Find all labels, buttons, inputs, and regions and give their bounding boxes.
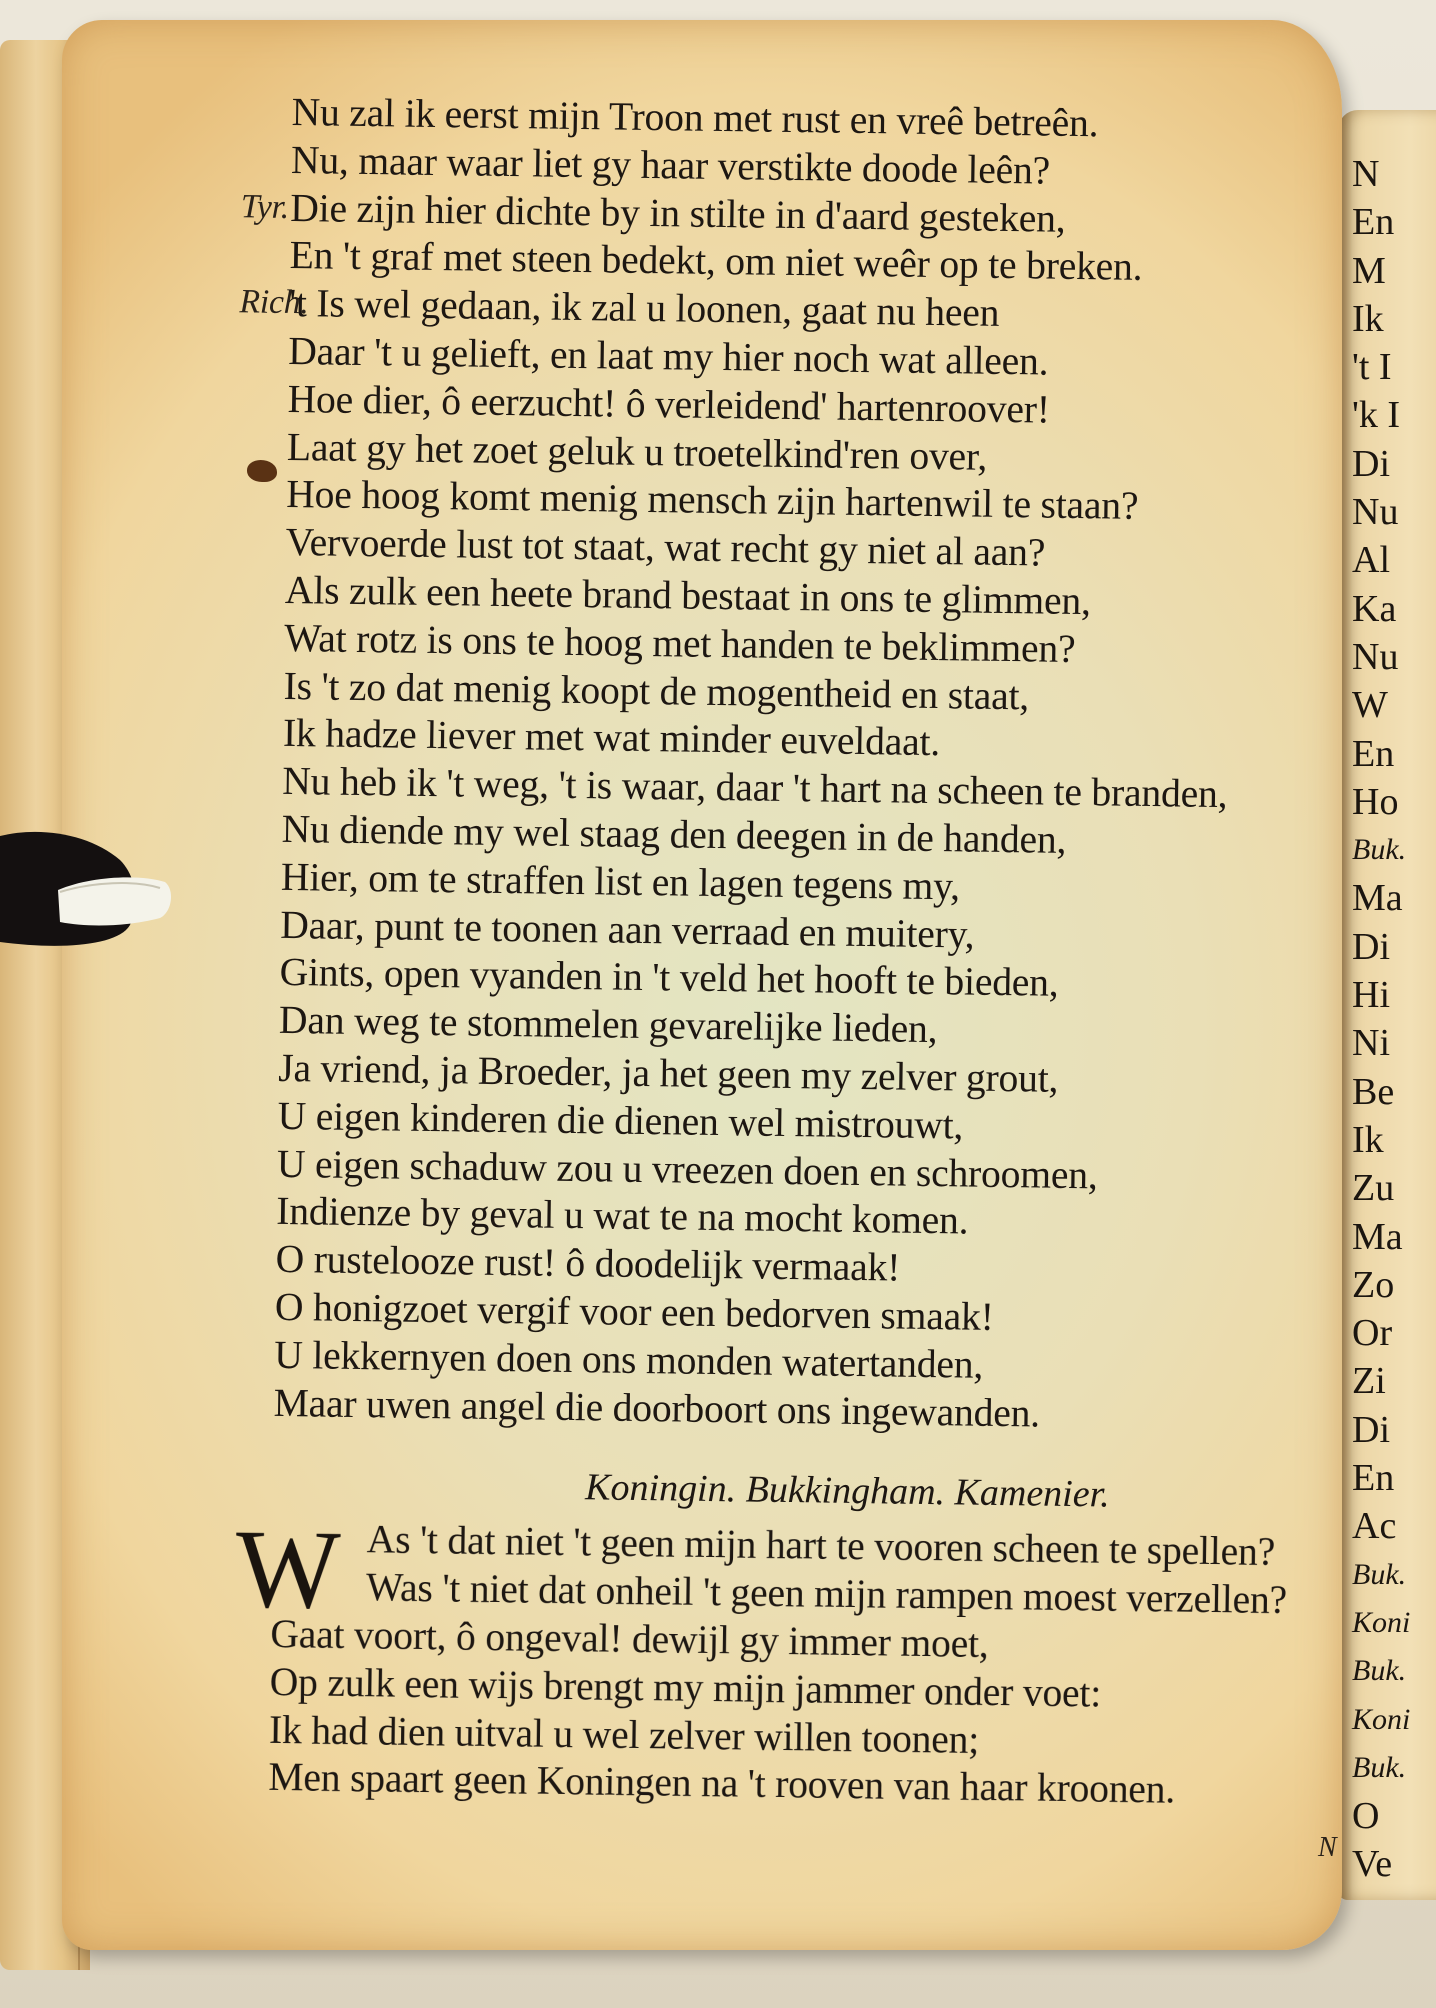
- verse-text: Laat gy het zoet geluk u troetelkind'ren over,: [286, 423, 988, 479]
- facing-page-fragment: Ma: [1352, 1215, 1403, 1258]
- verse-text: Nu zal ik eerst mijn Troon met rust en vreê betreên.: [291, 88, 1099, 146]
- facing-page-fragment: Ka: [1352, 587, 1397, 630]
- facing-page-text: [1352, 150, 1410, 1889]
- facing-page-fragment: Ni: [1352, 1022, 1390, 1065]
- catchword: N: [1318, 1832, 1337, 1863]
- verse-text: Die zijn hier dichte by in stilte in d'aard gesteken,: [290, 184, 1066, 241]
- facing-page-fragment: Koni: [1352, 1702, 1411, 1736]
- verse-text: Als zulk een heete brand bestaat in ons te glimmen,: [284, 566, 1092, 624]
- verse-text: Daar 't u gelieft, en laat my hier noch wat alleen.: [288, 327, 1049, 384]
- speaker-label: Tyr.: [240, 187, 290, 226]
- facing-page-fragment: Ik: [1352, 297, 1384, 340]
- verse-text: Gints, open vyanden in 't veld het hooft te bieden,: [279, 949, 1059, 1006]
- verse-text: Maar uwen angel die doorboort ons ingewanden.: [273, 1379, 1041, 1436]
- verse-text: Nu heb ik 't weg, 't is waar, daar 't hart na scheen te branden,: [282, 758, 1228, 817]
- verse-text: O rustelooze rust! ô doodelijk vermaak!: [275, 1236, 901, 1290]
- facing-page-fragment: Nu: [1352, 635, 1399, 678]
- verse-text: Daar, punt te toonen aan verraad en muitery,: [280, 901, 975, 957]
- facing-page-fragment: Or: [1352, 1312, 1393, 1355]
- facing-page-fragment: Ho: [1352, 780, 1399, 823]
- verse-text: Dan weg te stommelen gevarelijke lieden,: [278, 997, 938, 1052]
- monologue-lines: [239, 88, 1322, 1441]
- facing-page-fragment: Buk.: [1352, 833, 1407, 867]
- facing-page-fragment: Buk.: [1352, 1750, 1407, 1784]
- verse-text: Hier, om te straffen list en lagen tegens my,: [280, 853, 961, 909]
- facing-page-fragment: Zu: [1352, 1167, 1395, 1210]
- verse-text: Ja vriend, ja Broeder, ja het geen my zelver grout,: [278, 1044, 1059, 1101]
- facing-page-fragment: Be: [1352, 1070, 1395, 1113]
- verse-text: Is 't zo dat menig koopt de mogentheid en staat,: [283, 662, 1030, 718]
- verse-text: O honigzoet vergif voor een bedorven smaak!: [274, 1283, 994, 1339]
- facing-page-fragment: Hi: [1352, 974, 1390, 1017]
- facing-page-fragment: Ac: [1352, 1505, 1397, 1548]
- verse-text: Gaat voort, ô ongeval! dewijl gy immer moet,: [270, 1610, 989, 1666]
- verse-text: Op zulk een wijs brengt my mijn jammer onder voet:: [269, 1658, 1102, 1716]
- facing-page-fragment: Koni: [1352, 1605, 1411, 1639]
- facing-page: [1338, 110, 1436, 1900]
- verse-text: 't Is wel gedaan, ik zal u loonen, gaat nu heen: [288, 280, 1000, 336]
- facing-page-fragment: Ik: [1352, 1118, 1384, 1161]
- facing-page-fragment: O: [1352, 1795, 1380, 1838]
- facing-page-fragment: Ve: [1352, 1843, 1393, 1886]
- facing-page-fragment: 't I: [1352, 346, 1392, 389]
- verse-text: U lekkernyen doen ons monden watertanden,: [274, 1331, 984, 1387]
- facing-page-fragment: Di: [1352, 1408, 1390, 1451]
- drop-cap: W: [234, 1507, 341, 1634]
- facing-page-fragment: 'k I: [1352, 394, 1401, 437]
- ink-stain: [247, 460, 277, 482]
- verse-text: Indienze by geval u wat te na mocht komen.: [276, 1188, 969, 1243]
- facing-page-fragment: Buk.: [1352, 1654, 1407, 1688]
- verse-text: U eigen kinderen die dienen wel mistrouwt,: [277, 1092, 964, 1148]
- verse-text: Nu, maar waar liet gy haar verstikte doode leên?: [290, 136, 1051, 193]
- facing-page-fragment: N: [1352, 153, 1380, 195]
- facing-page-fragment: Al: [1352, 539, 1390, 582]
- facing-page-fragment: En: [1352, 1457, 1395, 1500]
- bookmark-ribbon-icon: [0, 830, 175, 948]
- speaker-label: Rich.: [239, 283, 309, 322]
- facing-page-fragment: M: [1352, 249, 1386, 292]
- poem-text: [234, 88, 1322, 1815]
- facing-page-fragment: Di: [1352, 442, 1390, 485]
- verse-text: Hoe hoog komt menig mensch zijn hartenwil te staan?: [286, 471, 1139, 529]
- verse-text: Nu diende my wel staag den deegen in de handen,: [281, 805, 1067, 862]
- verse-text: Was 't niet dat onheil 't geen mijn rampen moest verzellen?: [365, 1564, 1288, 1623]
- facing-page-fragment: Nu: [1352, 491, 1399, 534]
- verse-text: U eigen schaduw zou u vreezen doen en schroomen,: [276, 1140, 1098, 1197]
- facing-page-fragment: En: [1352, 732, 1395, 775]
- facing-page-fragment: W: [1352, 684, 1388, 727]
- verse-text: Vervoerde lust tot staat, wat recht gy niet al aan?: [285, 519, 1046, 575]
- facing-page-fragment: Di: [1352, 925, 1390, 968]
- scene-lines: [234, 1507, 1302, 1815]
- verse-text: As 't dat niet 't geen mijn hart te vooren scheen te spellen?: [366, 1516, 1276, 1575]
- facing-page-fragment: Zo: [1352, 1263, 1395, 1306]
- facing-page-fragment: Zi: [1352, 1360, 1386, 1403]
- verse-text: Ik had dien uitval u wel zelver willen toonen;: [268, 1706, 980, 1762]
- facing-page-fragment: En: [1352, 201, 1395, 244]
- verse-text: Wat rotz is ons te hoog met handen te beklimmen?: [284, 614, 1076, 671]
- verse-text: Ik hadze liever met wat minder euveldaat.: [282, 710, 941, 765]
- verse-text: En 't graf met steen bedekt, om niet weêr op te breken.: [289, 232, 1143, 290]
- stage-direction: Koningin. Bukkingham. Kamenier.: [584, 1466, 1111, 1516]
- verse-text: Men spaart geen Koningen na 't rooven van haar kroonen.: [268, 1754, 1176, 1812]
- facing-page-fragment: Ma: [1352, 877, 1403, 920]
- facing-page-fragment: Buk.: [1352, 1557, 1407, 1591]
- verse-text: Hoe dier, ô eerzucht! ô verleidend' hartenroover!: [287, 375, 1051, 432]
